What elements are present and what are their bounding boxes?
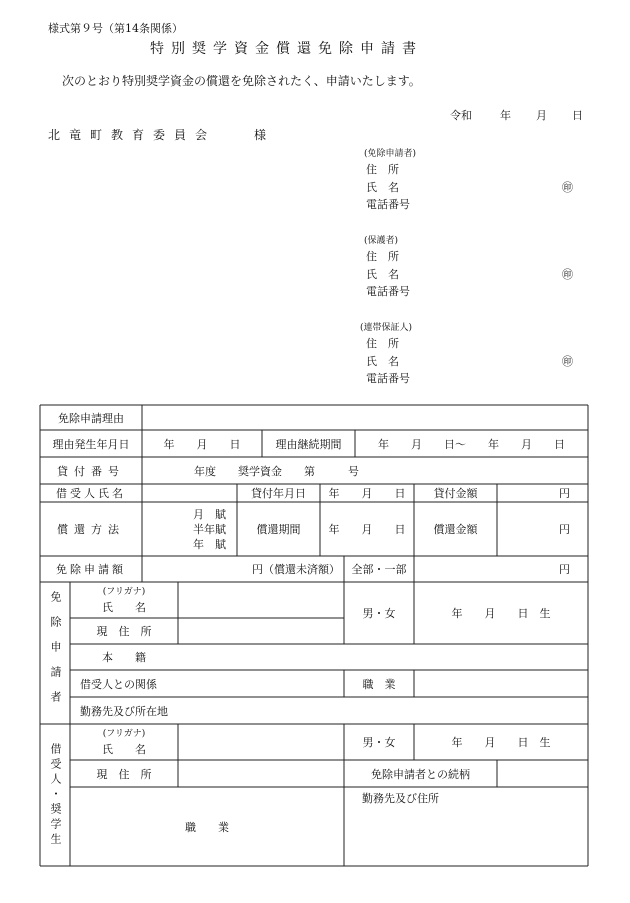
student-name-field[interactable] [178, 724, 344, 760]
party-name-label: 氏 名 [366, 355, 399, 368]
reason-field[interactable] [142, 405, 588, 430]
student-sex-option[interactable]: 男・女 [362, 736, 396, 749]
form-title: 特別奨学資金償還免除申請書 [150, 41, 423, 57]
reason-period-field[interactable]: 年 月 日～ 年 月 日 [378, 437, 565, 451]
applicant-honseki-field[interactable] [178, 644, 588, 670]
applicant-occupation-label: 職 業 [362, 677, 396, 691]
student-name-label [70, 724, 178, 760]
repay-monthly-option[interactable]: 月 賦 [193, 507, 226, 521]
intro-text: 次のとおり特別奨学資金の償還を免除されたく、申請いたします。 [62, 74, 421, 88]
recipient: 北竜町教育委員会 [48, 128, 217, 142]
seal-mark: ㊞ [562, 268, 573, 281]
party-phone-label: 電話番号 [366, 198, 410, 211]
date-era: 令和 [450, 109, 472, 122]
reason-period-label: 理由継続期間 [275, 437, 342, 451]
student-relation-label: 免除申請者との続柄 [371, 767, 470, 781]
party-name-label: 氏 名 [366, 181, 399, 194]
applicant-name-field[interactable] [178, 582, 344, 618]
date-day: 日 [572, 109, 583, 122]
borrower-name-field[interactable] [142, 484, 237, 502]
relation-label: 借受人との関係 [80, 677, 157, 691]
repay-method-label: 償還方法 [57, 523, 125, 536]
student-relation-field[interactable] [497, 760, 588, 787]
party-name-label: 氏 名 [366, 268, 399, 281]
applicant-address-label: 現 住 所 [96, 625, 152, 638]
repay-method-options[interactable] [142, 502, 237, 556]
applicant-honseki-label: 本 籍 [102, 651, 146, 664]
student-occupation-label: 職 業 [185, 820, 229, 834]
recipient-honorific: 様 [254, 128, 267, 142]
student-address-field[interactable] [178, 760, 344, 787]
party-heading: (連帯保証人) [360, 323, 413, 333]
party-address-label: 住 所 [366, 337, 399, 350]
seal-mark: ㊞ [562, 181, 573, 194]
furigana-label: (フリガナ) [102, 587, 146, 597]
student-group-text: 借受人・奨学生 [49, 742, 62, 848]
loan-amount-label: 貸付金額 [433, 487, 478, 500]
party-address-label: 住 所 [366, 163, 399, 176]
party-phone-label: 電話番号 [366, 372, 410, 385]
date-month: 月 [536, 109, 547, 122]
exempt-part-amount-field[interactable]: 円 [559, 563, 570, 576]
party-heading: (保護者) [364, 236, 399, 246]
loan-number-field[interactable]: 年度 奨学資金 第 号 [194, 464, 359, 478]
name-label: 氏 名 [102, 743, 146, 756]
party-heading: (免除申請者) [364, 149, 417, 159]
exempt-amount-label: 免除申請額 [56, 563, 126, 576]
student-address-label: 現 住 所 [96, 767, 152, 781]
furigana-label: (フリガナ) [102, 729, 146, 739]
student-birth-field[interactable]: 年 月 日 生 [451, 736, 551, 749]
repay-period-label: 償還期間 [256, 523, 301, 536]
applicant-birth-field[interactable]: 年 月 日 生 [451, 607, 551, 620]
date-year: 年 [500, 109, 511, 122]
repay-amount-field[interactable]: 円 [559, 523, 570, 536]
repay-period-field[interactable]: 年 月 日 [328, 523, 406, 536]
loan-date-field[interactable]: 年 月 日 [328, 487, 406, 500]
seal-mark: ㊞ [562, 355, 573, 368]
loan-number-label: 貸付番号 [57, 464, 125, 478]
all-part-option[interactable]: 全部・一部 [351, 563, 407, 576]
applicant-occupation-field[interactable] [414, 670, 588, 697]
applicant-sex-option[interactable]: 男・女 [362, 607, 396, 620]
party-address-label: 住 所 [366, 250, 399, 263]
repay-yearly-option[interactable]: 年 賦 [193, 537, 226, 551]
student-group-label [40, 724, 70, 866]
borrower-name-label: 借受人氏名 [56, 487, 126, 500]
form-number: 様式第９号（第14条関係） [48, 22, 183, 35]
party-phone-label: 電話番号 [366, 285, 410, 298]
applicant-workplace-label: 勤務先及び所在地 [80, 704, 168, 718]
applicant-address-field[interactable] [178, 618, 344, 644]
applicant-group-text: 免除申請者 [49, 590, 62, 716]
applicant-group-label [40, 582, 70, 724]
applicant-name-label [70, 582, 178, 618]
reason-date-label: 理由発生年月日 [52, 437, 130, 451]
reason-date-field[interactable]: 年 月 日 [163, 437, 241, 451]
student-workplace-label: 勤務先及び住所 [362, 792, 439, 805]
reason-label: 免除申請理由 [58, 411, 124, 425]
repay-half-year-option[interactable]: 半年賦 [193, 522, 226, 536]
name-label: 氏 名 [102, 601, 146, 614]
loan-date-label: 貸付年月日 [251, 487, 306, 500]
repay-amount-label: 償還金額 [433, 523, 478, 536]
loan-amount-field[interactable]: 円 [559, 487, 570, 500]
exempt-amount-field[interactable]: 円（償還未済額） [252, 563, 340, 576]
